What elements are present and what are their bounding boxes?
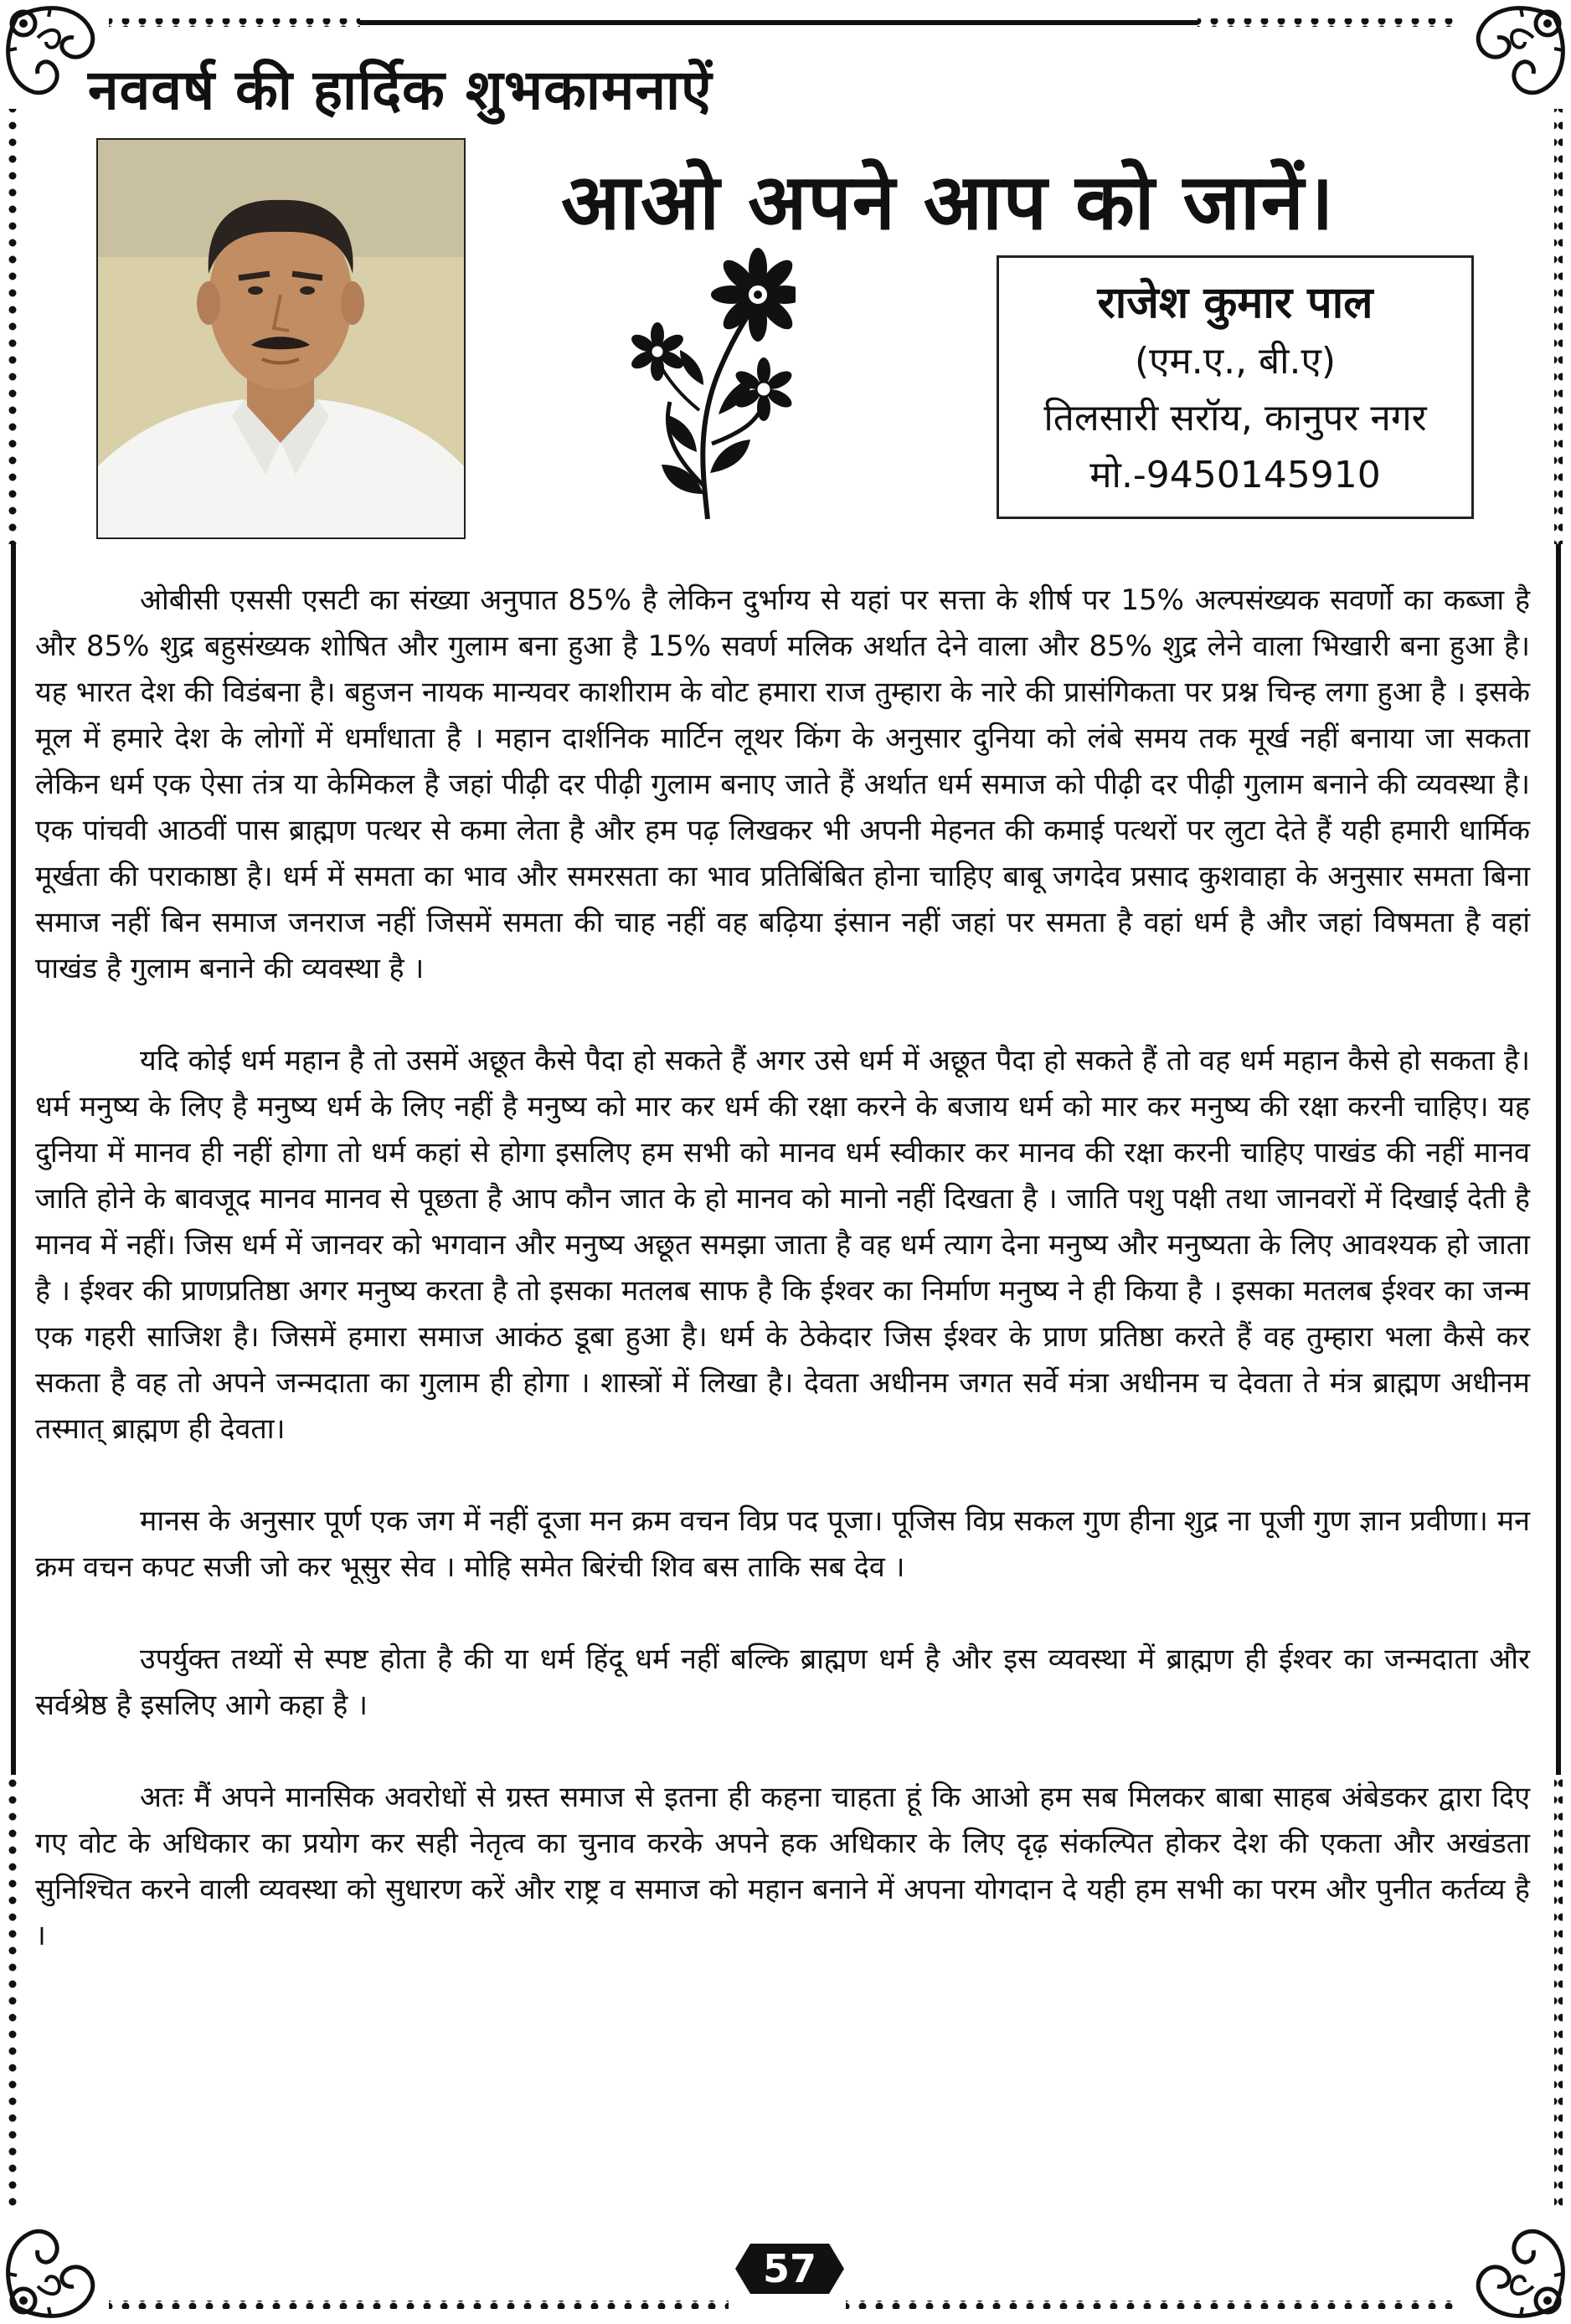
page-number: 57 [762, 2246, 816, 2291]
author-phone: मो.-9450145910 [1089, 454, 1381, 496]
article-paragraph: यदि कोई धर्म महान है तो उसमें अछूत कैसे पैदा हो सकते हैं अगर उसे धर्म में अछूत पैदा हो सकते हैं तो वह धर्म महान कैसे हो सकता है। धर्म मनुष्य के लिए है मनुष्य धर्म के लिए नहीं है मनुष्य को मार कर धर्म की रक्षा करने के बजाय धर्म को मार कर मनुष्य की रक्षा करनी चाहिए। यह दुनिया में मानव ही नहीं होगा तो धर्म कहां से होगा इसलिए हम सभी को मानव धर्म स्वीकार कर मानव की रक्षा करनी चाहिए पाखंड की नहीं मानव जाति होने के बावजूद मानव मानव से पूछता है आप कौन जात के हो मानव को मानो नहीं दिखता है । जाति पशु पक्षी तथा जानवरों में दिखाई देती है मानव में नहीं। जिस धर्म में जानवर को भगवान और मनुष्य अछूत समझा जाता है वह धर्म त्याग देना मनुष्य और मनुष्यता के लिए आवश्यक हो जाता है । ईश्वर की प्राणप्रतिष्ठा अगर मनुष्य करता है तो इसका मतलब साफ है कि ईश्वर का निर्माण मनुष्य ने ही किया है । इसका मतलब ईश्वर का जन्म एक गहरी साजिश है। जिसमें हमारा समाज आकंठ डूबा हुआ है। धर्म के ठेकेदार जिस ईश्वर के प्राण प्रतिष्ठा करते हैं वह तुम्हारा भला कैसे कर सकता है वह तो अपने जन्मदाता का गुलाम ही होगा । शास्त्रों में लिखा है। देवता अधीनम जगत सर्वे मंत्रा अधीनम च देवता ते मंत्र ब्राह्मण अधीनम तस्मात् ब्राह्मण ही देवता। [35, 1044, 1530, 1446]
article-title: आओ अपने आप को जानें। [561, 157, 1335, 247]
author-info-box [997, 255, 1474, 519]
floral-ornament-icon [620, 243, 796, 527]
article-paragraph: उपर्युक्त तथ्यों से स्पष्ट होता है की या धर्म हिंदू धर्म नहीं बल्कि ब्राह्मण धर्म है और इस व्यवस्था में ब्राह्मण ही ईश्वर का जन्मदाता और सर्वश्रेष्ठ है इसलिए आगे कहा है । [35, 1643, 1530, 1722]
new-year-greeting: नववर्ष की हार्दिक शुभकामनाऐं [88, 58, 713, 122]
portrait-illustration [98, 140, 464, 537]
article-body [35, 578, 1530, 1959]
article-paragraph: मानस के अनुसार पूर्ण एक जग में नहीं दूजा मन क्रम वचन विप्र पद पूजा। पूजिस विप्र सकल गुण हीना शुद्र ना पूजी गुण ज्ञान प्रवीणा। मन क्रम वचन कपट सजी जो कर भूसुर सेव । मोहि समेत बिरंची शिव बस ताकि सब देव । [35, 1504, 1530, 1584]
author-qualification: (एम.ए., बी.ए) [1134, 340, 1337, 383]
article-paragraph: ओबीसी एससी एसटी का संख्या अनुपात 85% है लेकिन दुर्भाग्य से यहां पर सत्ता के शीर्ष पर 15% अल्पसंख्यक सवर्णो का कब्जा है और 85% शुद्र बहुसंख्यक शोषित और गुलाम बना हुआ है 15% सवर्ण मलिक अर्थात देने वाला और 85% शुद्र लेने वाला भिखारी बना हुआ है। यह भारत देश की विडंबना है। बहुजन नायक मान्यवर काशीराम के वोट हमारा राज तुम्हारा के नारे की प्रासंगिकता पर प्रश्न चिन्ह लगा हुआ है । इसके मूल में हमारे देश के लोगों में धर्मांधाता है । महान दार्शनिक मार्टिन लूथर किंग के अनुसार दुनिया को लंबे समय तक मूर्ख नहीं बनाया जा सकता लेकिन धर्म एक ऐसा तंत्र या केमिकल है जहां पीढ़ी दर पीढ़ी गुलाम बनाए जाते हैं अर्थात धर्म समाज को पीढ़ी दर पीढ़ी गुलाम बनाने की व्यवस्था है। एक पांचवी आठवीं पास ब्राह्मण पत्थर से कमा लेता है और हम पढ़ लिखकर भी अपनी मेहनत की कमाई पत्थरों पर लुटा देते हैं यही हमारी धार्मिक मूर्खता की पराकाष्ठा है। धर्म में समता का भाव और समरसता का भाव प्रतिबिंबित होना चाहिए बाबू जगदेव प्रसाद कुशवाहा के अनुसार समता बिना समाज नहीं बिन समाज जनराज नहीं जिसमें समता की चाह नहीं वह बढ़िया इंसान नहीं जहां पर समता है वहां धर्म है और जहां विषमता है वहां पाखंड है गुलाम बनाने की व्यवस्था है । [35, 584, 1530, 985]
page-number-badge [735, 2244, 844, 2294]
article-paragraph: अतः मैं अपने मानसिक अवरोधों से ग्रस्त समाज से इतना ही कहना चाहता हूं कि आओ हम सब मिलकर बाबा साहब अंबेडकर द्वारा दिए गए वोट के अधिकार का प्रयोग कर सही नेतृत्व का चुनाव करके अपने हक अधिकार के लिए दृढ़ संकल्पित होकर देश की एकता और अखंडता सुनिश्चित करने वाली व्यवस्था को सुधारण करें और राष्ट्र व समाज को महान बनाने में अपना योगदान दे यही हम सभी का परम और पुनीत कर्तव्य है । [35, 1781, 1530, 1952]
author-address: तिलसारी सरॉय, कानुपर नगर [1043, 397, 1427, 440]
author-name: राजेश कुमार पाल [1097, 278, 1373, 328]
author-photo [96, 138, 466, 539]
